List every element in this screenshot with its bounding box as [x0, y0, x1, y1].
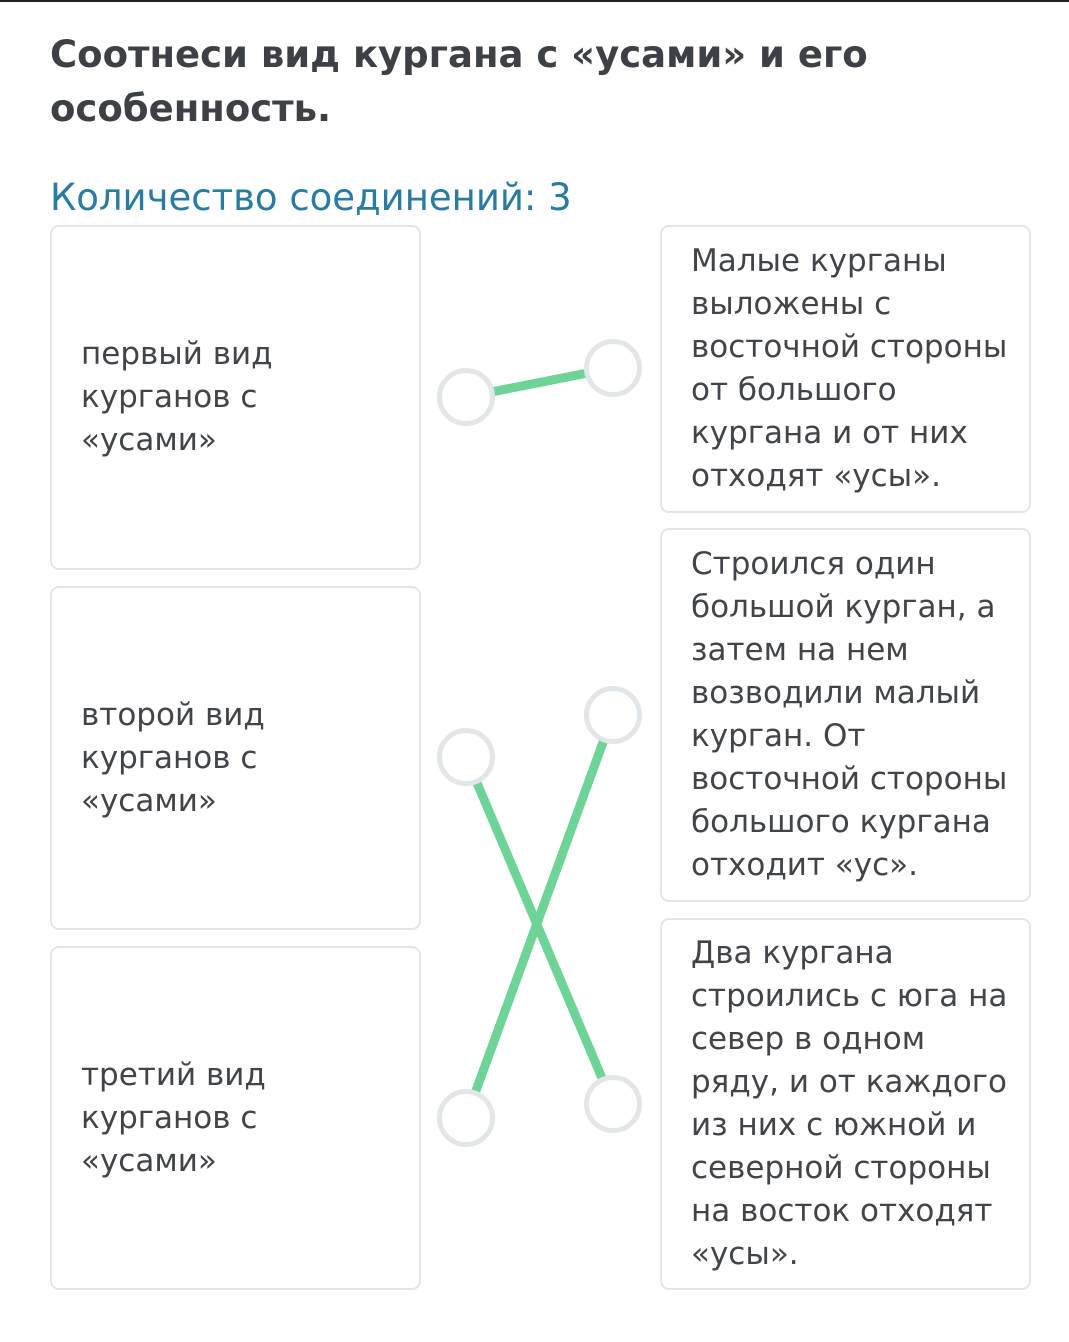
left-card-3[interactable] [50, 946, 421, 1290]
right-connector-2[interactable] [584, 686, 642, 744]
right-connector-3[interactable] [584, 1075, 642, 1133]
right-card-1[interactable] [660, 225, 1031, 513]
left-card-2[interactable] [50, 586, 421, 930]
right-card-2[interactable] [660, 528, 1031, 902]
right-connector-1[interactable] [584, 339, 642, 397]
connection-line-2 [466, 757, 613, 1104]
left-card-label: третий вид курганов с «усами» [81, 1056, 266, 1179]
right-card-label: Строился один большой курган, а затем на нем возводили малый курган. От восточной стороны большого кургана отходит «ус». [691, 546, 1008, 883]
left-connector-3[interactable] [437, 1089, 495, 1147]
left-card-label: первый вид курганов с «усами» [81, 336, 273, 458]
connections-counter: Количество соединений: 3 [50, 176, 572, 219]
left-card-label: второй вид курганов с «усами» [81, 696, 265, 819]
question-title: Соотнеси вид кургана с «усами» и его особенность. [50, 33, 868, 130]
right-card-label: Два кургана строились с юга на север в одном ряду, и от каждого из них с южной и северной стороны на восток отходят «усы». [691, 935, 1008, 1272]
right-card-3[interactable] [660, 918, 1031, 1290]
left-card-1[interactable] [50, 225, 421, 570]
right-card-label: Малые курганы выложены с восточной стороны от большого кургана и от них отходят «усы». [691, 243, 1008, 494]
left-connector-2[interactable] [437, 728, 495, 786]
left-connector-1[interactable] [437, 368, 495, 426]
